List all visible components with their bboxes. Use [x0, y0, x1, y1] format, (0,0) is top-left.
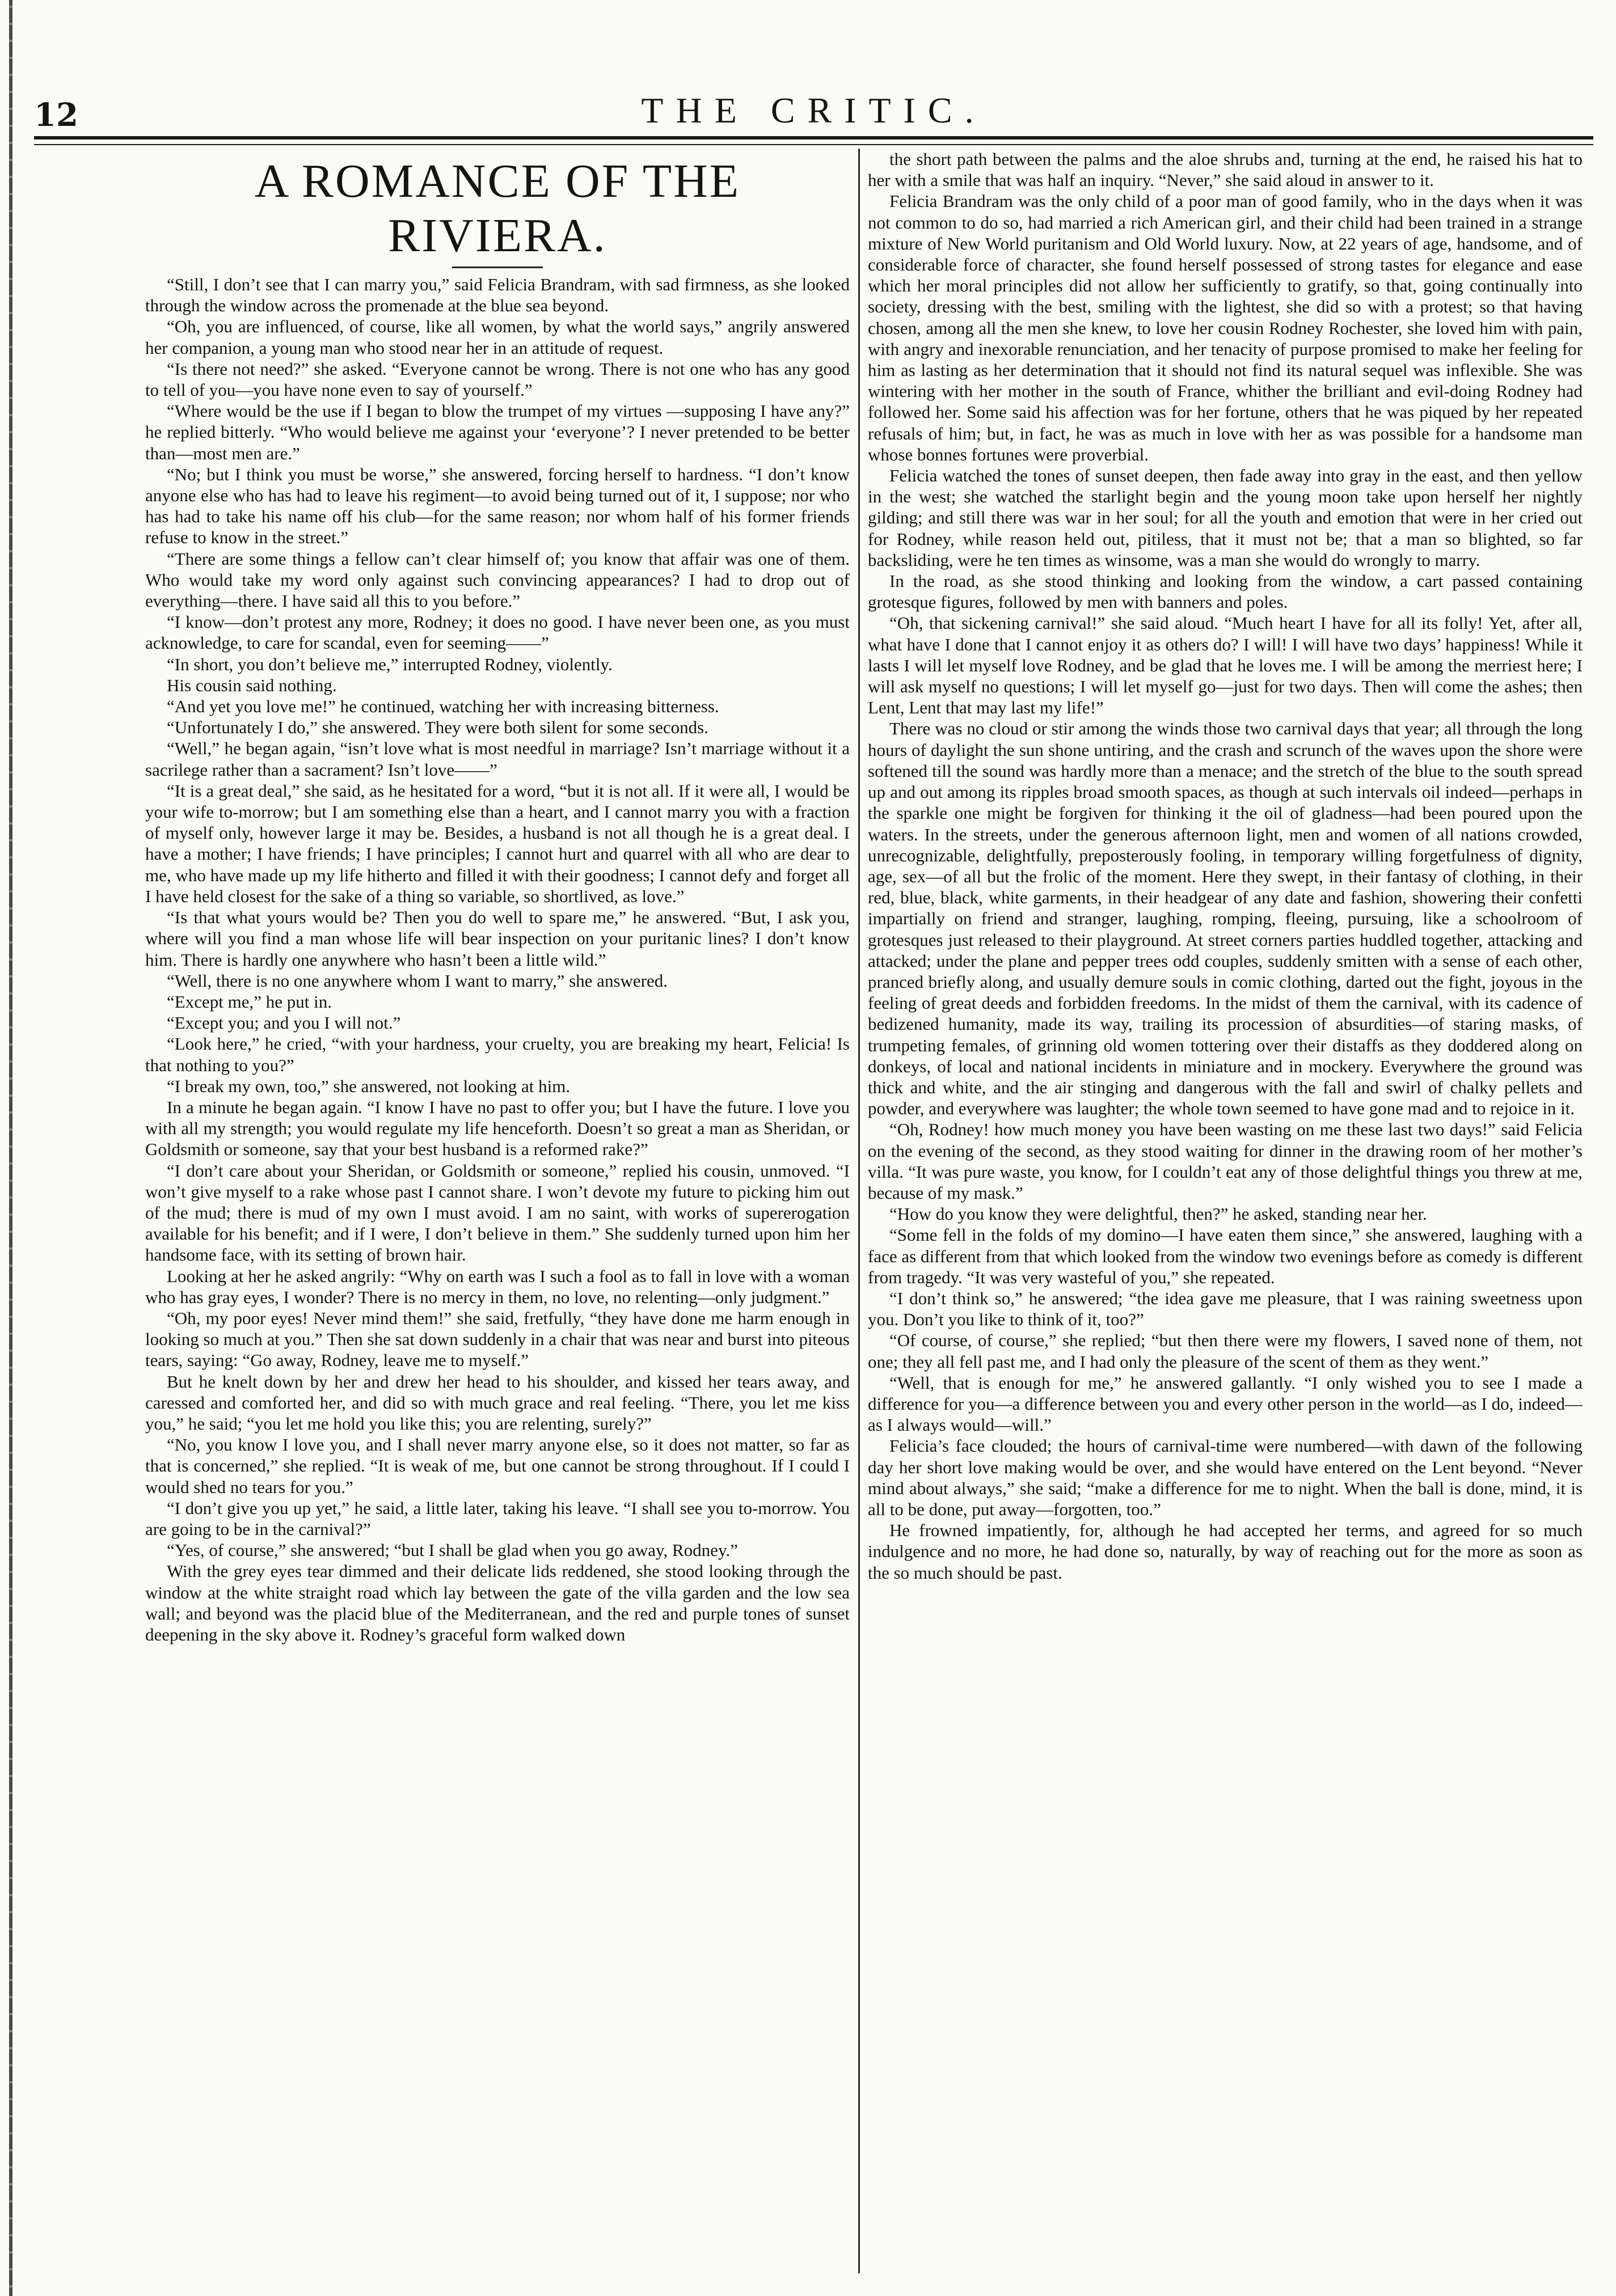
left-column-paragraph: “No; but I think you must be worse,” she answered, forcing herself to hardness. “I don’t know anyone else who has had to leave his regiment—to avoid being turned out of it, I suppose; nor who has had to take his name off his club—for the same reason; nor whom half of his former friends refuse to know in the street.”: [145, 464, 850, 548]
right-column-paragraph: Felicia Brandram was the only child of a poor man of good family, who in the days when it was not common to do so, had married a rich American girl, and their child had been trained in a strange mixture of New World puritanism and Old World luxury. Now, at 22 years of age, handsome, and of considerable force of character, she found herself possessed of strong tastes for elegance and ease which her moral principles did not allow her sufficiently to gratify, so that, going continually into society, dressing with the best, smiling with the lightest, she did so with a protest; so that having chosen, among all the men she knew, to love her cousin Rodney Rochester, she loved him with pain, with angry and inexorable renunciation, and her tenacity of purpose promised to make her feeling for him as lasting as her determination that it should not find its natural sequel was inflexible. She was wintering with her mother in the south of France, whither the brilliant and evil-doing Rodney had followed her. Some said his affection was for her fortune, others that he was piqued by her repeated refusals of him; but, in fact, he was as much in love with her as was possible for a handsome man whose bonnes fortunes were proverbial.: [868, 191, 1583, 464]
left-column-paragraph: His cousin said nothing.: [167, 675, 337, 695]
right-column-paragraph: Felicia watched the tones of sunset deepen, then fade away into gray in the east, and then yellow in the west; she watched the starlight begin and the young moon take upon herself her nightly gilding; and still there was war in her soul; for all the youth and emotion that were in her cried out for Rodney, while reason held out, pitiless, that it must not be; that a man so blighted, so far backsliding, were he ten times as winsome, was a man she would do wrongly to marry.: [868, 466, 1583, 570]
left-column-paragraph: “Is there not need?” she asked. “Everyone cannot be wrong. There is not one who has any good to tell of you—you have none even to say of yourself.”: [145, 358, 850, 400]
left-column-paragraph: “Still, I don’t see that I can marry you,” said Felicia Brandram, with sad firmness, as she looked through the window across the promenade at the blue sea beyond.: [145, 274, 850, 316]
right-column-paragraph: “How do you know they were delightful, then?” he asked, standing near her.: [889, 1204, 1427, 1224]
left-column-paragraph: But he knelt down by her and drew her head to his shoulder, and kissed her tears away, and caressed and comforted her, and did so with much grace and real feeling. “There, you let me kiss you,” he said; “you let me hold you like this; you are relenting, surely?”: [145, 1371, 850, 1434]
right-column-paragraph: “Oh, that sickening carnival!” she said aloud. “Much heart I have for all its folly! Yet, after all, what have I done that I cannot enjoy it as others do? I will! I will have two days’ happiness! While it lasts I will let myself love Rodney, and be glad that he loves me. I will be among the merriest here; I will ask myself no questions; I will let myself go—just for two days. Then will come the ashes; then Lent, Lent that may last my life!”: [868, 613, 1583, 718]
left-column-paragraph: “In short, you don’t believe me,” interrupted Rodney, violently.: [167, 654, 613, 674]
left-column-paragraph: “Where would be the use if I began to blow the trumpet of my virtues —supposing I have any?” he replied bitterly. “Who would believe me against your ‘everyone’? I never pretended to be better than—most men are.”: [145, 401, 850, 463]
right-column-paragraph: “Well, that is enough for me,” he answered gallantly. “I only wished you to see I made a difference for you—a difference between you and every other person in the world—as I do, indeed—as I always would—will.”: [868, 1372, 1583, 1435]
left-column-paragraph: “Except you; and you I will not.”: [167, 1013, 401, 1033]
left-column-paragraph: “Yes, of course,” she answered; “but I shall be glad when you go away, Rodney.”: [167, 1540, 738, 1561]
column-divider: [858, 149, 860, 2273]
right-column-paragraph: There was no cloud or stir among the winds those two carnival days that year; all through the long hours of daylight the sun shone untiring, and the crash and scrunch of the waves upon the shore were softened till the sound was hardly more than a menace; and the stretch of the blue to the south spread up and out among its ripples broad smooth spaces, as though at such intervals oil indeed—perhaps in the sparkle one might be forgiven for thinking it the oil of gladness—had been poured upon the waters. In the streets, under the generous afternoon light, men and women of all nations crowded, unrecognizable, delightfully, preposterously fooling, in temporary willing forgetfulness of dignity, age, sex—of all but the frolic of the moment. Here they swept, in their fantasy of clothing, in their red, blue, black, white garments, in their headgear of any date and fashion, showering their confetti impartially on friend and stranger, laughing, romping, fleeing, pursuing, like a schoolroom of grotesques just released to their playground. At street corners parties huddled together, attacking and attacked; under the plane and pepper trees odd couples, suddenly smitten with a sense of each other, pranced briefly along, and usually demure souls in comic clothing, darted out the fight, joyous in the feeling of great deeds and forbidden freedoms. In the midst of them the carnival, with its cadence of bedizened humanity, made its way, trailing its procession of absurdities—of staring masks, of trumpeting females, of grinning old women tottering over their distaffs as they doddered along on donkeys, of local and national incidents in miniature and in mockery. Everywhere the ground was thick and white, and the air stinging and dangerous with the fall and swirl of chalky pellets and powder, and everywhere was laughter; the whole town seemed to have gone mad and to rejoice in it.: [868, 718, 1583, 1119]
left-column-paragraph: “I know—don’t protest any more, Rodney; it does no good. I have never been one, as you must acknowledge, to care for scandal, even for seeming——”: [145, 612, 850, 653]
left-column-paragraph: Looking at her he asked angrily: “Why on earth was I such a fool as to fall in love with a woman who has gray eyes, I wonder? There is no mercy in them, no love, no relenting—only judgment.”: [145, 1266, 850, 1307]
left-column: [145, 149, 850, 2273]
article-title: A ROMANCE OF THE RIVIERA.: [254, 155, 741, 262]
right-column-paragraph: “Of course, of course,” she replied; “but then there were my flowers, I saved none of them, not one; they all fell past me, and I had only the pleasure of the scent of them as they went.”: [868, 1330, 1583, 1372]
left-column-paragraph: “Look here,” he cried, “with your hardness, your cruelty, you are breaking my heart, Felicia! Is that nothing to you?”: [145, 1034, 850, 1075]
right-column-paragraph: He frowned impatiently, for, although he had accepted her terms, and agreed for so much indulgence and no more, he had done so, naturally, by way of reaching out for the more as soon as the so much should be past.: [868, 1520, 1583, 1583]
page-edge-border: [9, 0, 12, 2296]
right-column-paragraph: Felicia’s face clouded; the hours of carnival-time were numbered—with dawn of the following day her short love making would be over, and she would have entered on the Lent beyond. “Never mind about always,” she said; “make a difference for me to night. When the ball is done, mind, it is all to be done, put away—forgotten, too.”: [868, 1436, 1583, 1519]
left-column-paragraph: With the grey eyes tear dimmed and their delicate lids reddened, she stood looking through the window at the white straight road which lay between the gate of the villa garden and the low sea wall; and beyond was the placid blue of the Mediterranean, and the red and purple tones of sunset deepening in the sky above it. Rodney’s graceful form walked down: [145, 1561, 850, 1644]
right-column-paragraph: “Oh, Rodney! how much money you have been wasting on me these last two days!” said Felicia on the evening of the second, as they stood waiting for dinner in the drawing room of her mother’s villa. “It was pure waste, you know, for I couldn’t eat any of those delightful things you threw at me, because of my mask.”: [868, 1119, 1583, 1203]
masthead: THE CRITIC.: [641, 90, 986, 130]
right-column-paragraph: the short path between the palms and the aloe shrubs and, turning at the end, he raised his hat to her with a smile that was half an inquiry. “Never,” she said aloud in answer to it.: [868, 149, 1583, 191]
title-rule: [452, 267, 543, 268]
left-column-paragraph: “No, you know I love you, and I shall never marry anyone else, so it does not matter, so far as that is concerned,” she replied. “It is weak of me, but one cannot be strong throughout. If I could I would shed no tears for you.”: [145, 1435, 850, 1497]
left-column-paragraph: “I break my own, too,” she answered, not looking at him.: [167, 1076, 571, 1096]
left-column-paragraph: “Except me,” he put in.: [167, 991, 332, 1012]
right-column-paragraph: “I don’t think so,” he answered; “the idea gave me pleasure, that I was raining sweetness upon you. Don’t you like to think of it, too?”: [868, 1288, 1583, 1330]
left-column-paragraph: “Well, there is no one anywhere whom I want to marry,” she answered.: [167, 970, 668, 991]
left-column-paragraph: “Oh, you are influenced, of course, like all women, by what the world says,” angrily answered her companion, a young man who stood near her in an attitude of request.: [145, 316, 850, 358]
left-column-paragraph: “Unfortunately I do,” she answered. They were both silent for some seconds.: [167, 717, 708, 738]
left-column-paragraph: “Is that what yours would be? Then you do well to spare me,” he answered. “But, I ask you, where will you find a man whose life will bear inspection on your puritanic lines? I don’t know him. There is hardly one anywhere who hasn’t been a little wild.”: [145, 907, 850, 970]
right-column-text: [868, 149, 1583, 1583]
left-column-paragraph: In a minute he began again. “I know I have no past to offer you; but I have the future. I love you with all my strength; you would regulate my life henceforth. Doesn’t so great a man as Sheridan, or Goldsmith or someone, say that your best husband is a reformed rake?”: [145, 1097, 850, 1160]
right-column: [868, 149, 1583, 2273]
right-column-paragraph: “Some fell in the folds of my domino—I have eaten them since,” she answered, laughing with a face as different from that which looked from the window two evenings before as comedy is different from tragedy. “It was very wasteful of you,” she repeated.: [868, 1225, 1583, 1287]
left-column-paragraph: “Well,” he began again, “isn’t love what is most needful in marriage? Isn’t marriage without it a sacrilege rather than a sacrament? Isn’t love——”: [145, 738, 850, 780]
right-column-paragraph: In the road, as she stood thinking and looking from the window, a cart passed containing grotesque figures, followed by men with banners and poles.: [868, 571, 1583, 612]
header-rule: [34, 136, 1593, 139]
page-number: 12: [34, 96, 78, 134]
left-column-paragraph: “I don’t care about your Sheridan, or Goldsmith or someone,” replied his cousin, unmoved. “I won’t give myself to a rake whose past I cannot share. I won’t devote my future to picking him out of the mud; there is mud of my own I must avoid. I am no saint, with works of supererogation available for his benefit; and if I were, I don’t believe in them.” She suddenly turned upon him her handsome face, with its setting of brown hair.: [145, 1160, 850, 1265]
header-rule-thin: [34, 144, 1593, 145]
left-column-paragraph: “I don’t give you up yet,” he said, a little later, taking his leave. “I shall see you to-morrow. You are going to be in the carnival?”: [145, 1498, 850, 1539]
left-column-paragraph: “Oh, my poor eyes! Never mind them!” she said, fretfully, “they have done me harm enough in looking so much at you.” Then she sat down suddenly in a chair that was near and burst into piteous tears, saying: “Go away, Rodney, leave me to myself.”: [145, 1308, 850, 1371]
left-column-paragraph: “It is a great deal,” she said, as he hesitated for a word, “but it is not all. If it were all, I would be your wife to-morrow; but I am something else than a heart, and I cannot marry you with a fraction of myself only, however large it may be. Besides, a husband is not all though he is a great deal. I have a mother; I have friends; I have principles; I cannot hurt and quarrel with all who are dear to me, who have made up my life hitherto and filled it with their goodness; I cannot defy and forget all I have held closest for the sake of a thing so variable, so shortlived, as love.”: [145, 780, 850, 906]
left-column-paragraph: “There are some things a fellow can’t clear himself of; you know that affair was one of them. Who would take my word only against such convincing appearances? I had to drop out of everything—there. I have said all this to you before.”: [145, 548, 850, 611]
left-column-paragraph: “And yet you love me!” he continued, watching her with increasing bitterness.: [167, 696, 719, 717]
left-column-text: [145, 274, 850, 1645]
